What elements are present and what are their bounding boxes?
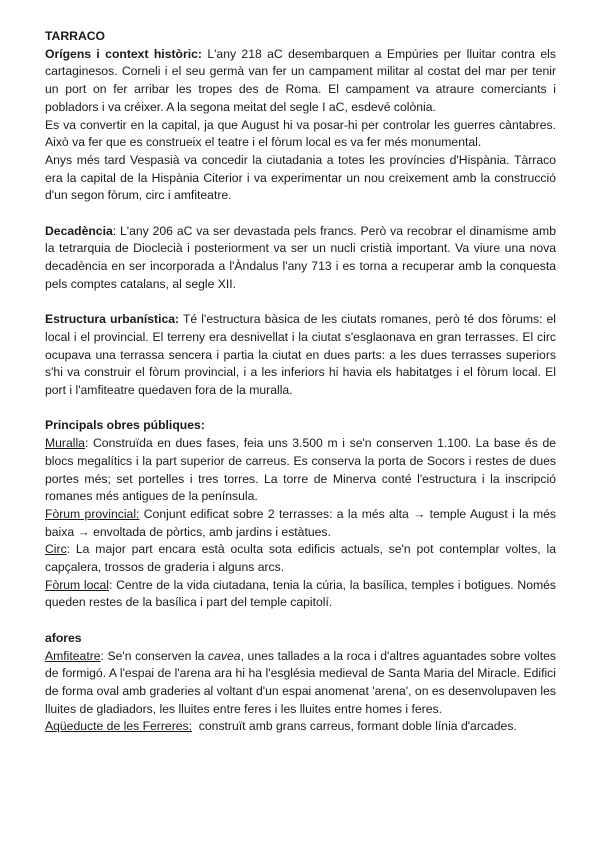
aqueducte-label: Aqüeducte de les Ferreres:	[45, 719, 193, 734]
obres-heading: Principals obres públiques:	[45, 418, 205, 433]
estructura-heading: Estructura urbanística:	[45, 312, 180, 327]
amfiteatre-paragraph	[45, 648, 556, 719]
origens-paragraph-3: Anys més tard Vespasià va concedir la ciutadania a totes les províncies d'Hispània. Tàrraco era la capital de la Hispània Citerior i va experimentar un nou creixement amb la construcció d'un segon fòrum, circ i amfiteatre.	[45, 152, 556, 203]
estructura-text: Té l'estructura bàsica de les ciutats romanes, però té dos fòrums: el local i el provincial. El terreny era desnivellat i la ciutat s'esglaonava en gran terrasses. El circ ocupava una terrassa sencera i partia la ciutat en dues parts: a les dues terrasses superiors s'hi va construir el fòrum provincial, i a les inferiors hi havia els habitatges i el fòrum local. El port i l'amfiteatre quedaven fora de la muralla.	[45, 312, 557, 398]
origens-heading: Orígens i context històric:	[45, 46, 202, 61]
spacer	[45, 294, 556, 312]
spacer	[45, 612, 556, 630]
forum-local-text: : Centre de la vida ciutadana, tenia la cúria, la basílica, temples i botigues. Només queden restes de la basílica i part del temple capitolí.	[45, 577, 556, 610]
circ-label: Circ	[45, 542, 67, 557]
muralla-text: : Construïda en dues fases, feia uns 3.500 m i se'n conserven 1.100. La base és de blocs megalítics i la part superior de carreus. Es conserva la porta de Socors i restes de dues portes més; set portelles i tres torres. La torre de Minerva conté l'estructura i la inscripció romanes més antigues de la península.	[45, 436, 556, 504]
origens-paragraph	[45, 46, 556, 117]
amfiteatre-text-2: , unes tallades a la roca i d'altres aguantades sobre voltes de formigó. A l'espai de l'arena ara hi ha l'església medieval de Santa Maria del Miracle. Edifici de forma oval amb graderies al voltant d'un espai anomenat 'arena', on es desenvolupaven les lluites de gladiadors, les lluites entre feres i les lluites entre homes i feres.	[45, 648, 556, 716]
amfiteatre-label: Amfiteatre	[45, 648, 101, 663]
forum-local-paragraph	[45, 577, 556, 612]
forum-local-label: Fòrum local	[45, 577, 109, 592]
decadencia-heading: Decadència	[45, 223, 113, 238]
forum-provincial-label: Fòrum provincial:	[45, 506, 140, 521]
decadencia-paragraph	[45, 223, 556, 294]
circ-text: : La major part encara està oculta sota edificis actuals, se'n pot contemplar voltes, la capçalera, trossos de graderia i alguns arcs.	[45, 542, 556, 575]
estructura-paragraph	[45, 311, 556, 400]
spacer	[45, 205, 556, 223]
spacer	[45, 400, 556, 418]
muralla-paragraph	[45, 435, 556, 506]
origens-text-1: L'any 218 aC desembarquen a Empúries per lluitar contra els cartaginesos. Corneli i el seu germà van fer un campament militar al costat del mar per tenir un port on fer arribar les tropes des de Roma. El campament va atraure comerciants i pobladors i va créixer. A la segona meitat del segle I aC, esdevé colònia.	[45, 46, 556, 114]
muralla-label: Muralla	[45, 436, 85, 451]
decadencia-text: : L'any 206 aC va ser devastada pels francs. Però va recobrar el dinamisme amb la tetrarquia de Dioclecià i posteriorment va ser un nucli cristià important. Va viure una nova decadència en ser incorporada a l'Àndalus l'any 713 i es torna a recuperar amb la conquesta pels comptes catalans, al segle XII.	[45, 223, 556, 291]
amfiteatre-text-1: : Se'n conserven la	[100, 648, 209, 663]
document-title: TARRACO	[45, 29, 106, 43]
aqueducte-paragraph	[45, 718, 556, 736]
aqueducte-text: construït amb grans carreus, formant doble línia d'arcades.	[192, 719, 517, 734]
circ-paragraph	[45, 541, 556, 576]
forum-provincial-paragraph	[45, 506, 556, 541]
amfiteatre-cavea: cavea	[208, 648, 241, 663]
afores-heading: afores	[45, 630, 82, 645]
origens-paragraph-2: Es va convertir en la capital, ja que August hi va posar-hi per controlar les guerres càntabres. Això va fer que es construeix el teatre i el fòrum local es va fer més monumental.	[45, 117, 556, 150]
forum-provincial-text: Conjunt edificat sobre 2 terrasses: a la més alta → temple August i la més baixa → envoltada de pòrtics, amb jardins i estàtues.	[45, 506, 556, 539]
